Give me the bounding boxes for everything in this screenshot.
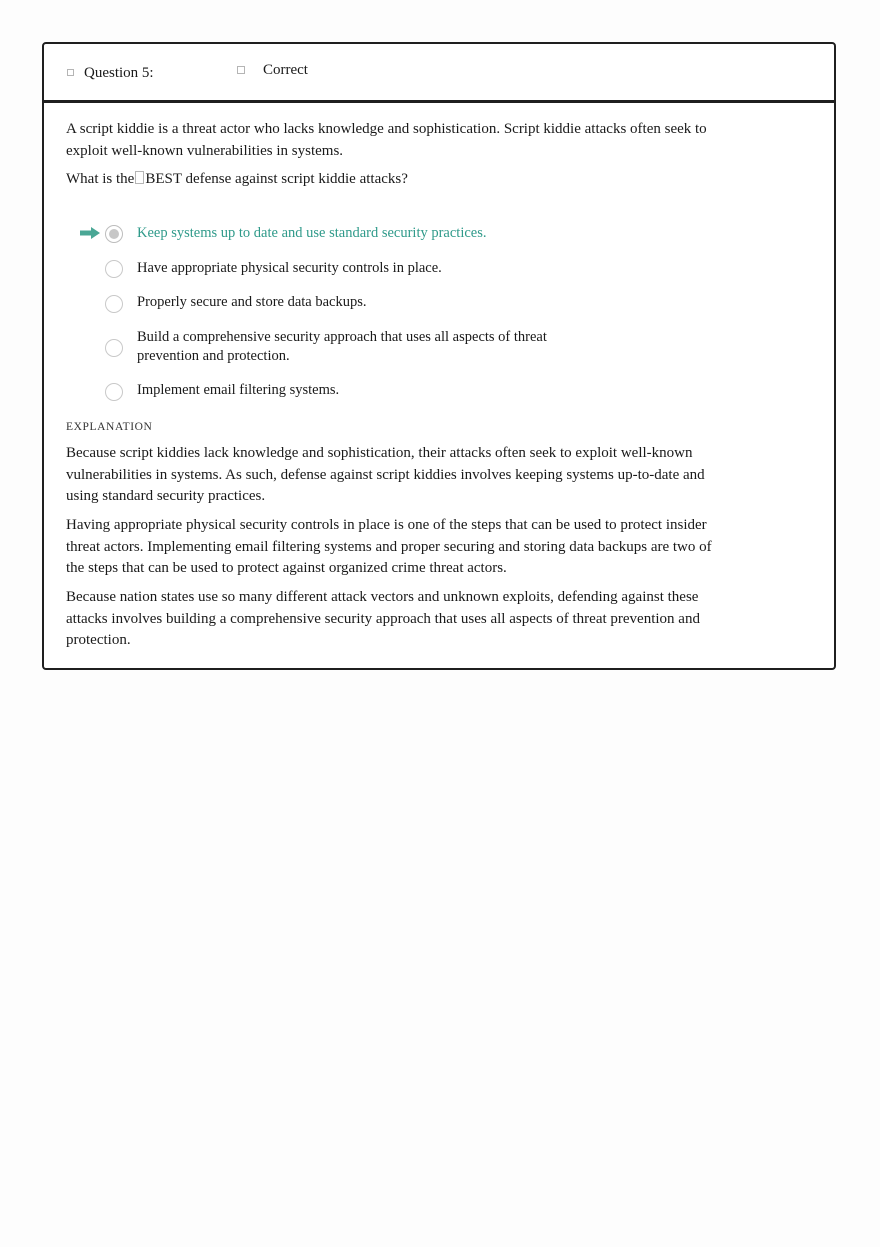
question-header — [44, 44, 834, 103]
question-text-end: BEST defense against script kiddie attacks? — [145, 171, 408, 187]
answer-radio[interactable] — [105, 260, 123, 278]
question-body — [66, 118, 726, 648]
answer-label: Keep systems up to date and use standard security practices. — [137, 225, 487, 241]
question-card — [42, 42, 836, 670]
arrow-right-icon — [80, 227, 100, 239]
status-label: Correct — [263, 62, 308, 78]
explanation-paragraph: Having appropriate physical security controls in place is one of the steps that can be used to protect insider threat actors. Implementing email filtering systems and proper securing and storing data backups are two of the steps that can be used to protect against organized crime threat actors. — [66, 517, 712, 576]
status-marker-icon — [237, 66, 245, 74]
question-number: Question 5: — [84, 65, 154, 81]
question-prompt: A script kiddie is a threat actor who lacks knowledge and sophistication. Script kiddie attacks often seek to exploit well-known vulnerabilities in systems. — [66, 121, 707, 159]
explanation-paragraph: Because nation states use so many different attack vectors and unknown exploits, defending against these attacks involves building a comprehensive security approach that uses all aspects of threat prevention and protection. — [66, 589, 700, 648]
missing-glyph-icon — [135, 171, 144, 184]
answer-radio[interactable] — [105, 295, 123, 313]
answer-label: Build a comprehensive security approach that uses all aspects of threat prevention and protection. — [137, 329, 547, 364]
explanation-paragraph: Because script kiddies lack knowledge and sophistication, their attacks often seek to exploit well-known vulnerabilities in systems. As such, defense against script kiddies involves keeping systems up-to-date and using standard security practices. — [66, 445, 705, 504]
answer-label: Implement email filtering systems. — [137, 382, 340, 398]
question-text — [66, 168, 726, 190]
explanation-heading: EXPLANATION — [66, 421, 153, 433]
question-marker-icon — [67, 69, 74, 76]
answer-label: Have appropriate physical security controls in place. — [137, 260, 442, 276]
answer-radio[interactable] — [105, 339, 123, 357]
answer-radio[interactable] — [105, 383, 123, 401]
answer-radio[interactable] — [105, 225, 123, 243]
question-text-start: What is the — [66, 171, 135, 187]
answer-label: Properly secure and store data backups. — [137, 294, 367, 310]
